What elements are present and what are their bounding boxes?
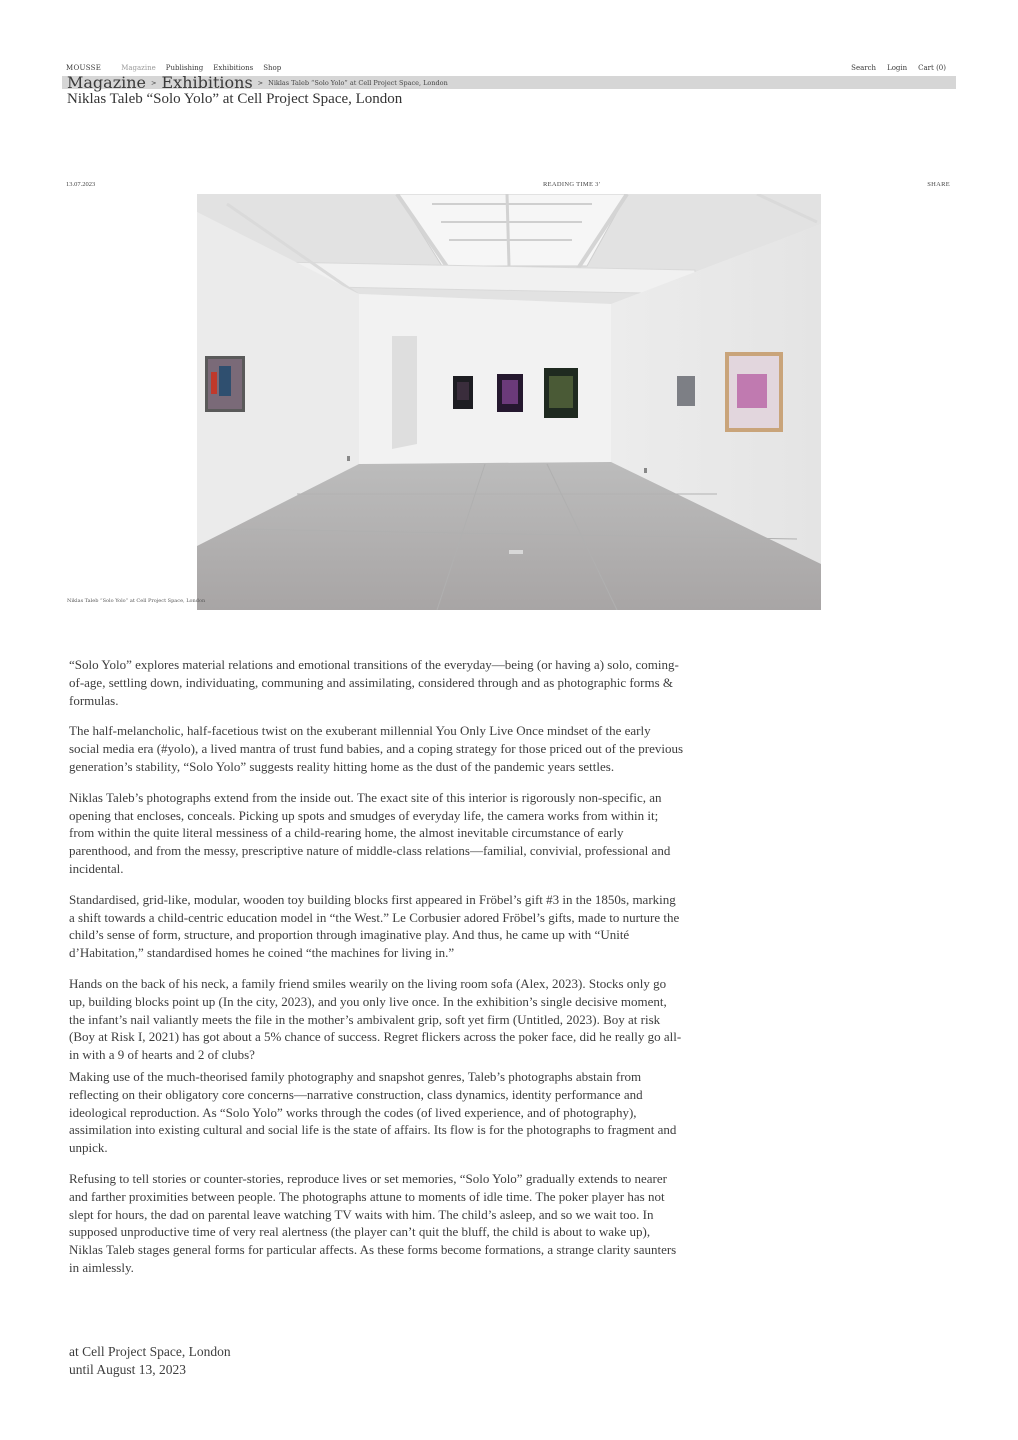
photo-caption: Niklas Taleb “Solo Yolo” at Cell Project Space, London [67,598,206,604]
utility-nav [840,64,946,72]
dates-line: until August 13, 2023 [69,1361,187,1377]
article-meta [66,181,950,190]
article-paragraph: Making use of the much-theorised family photography and snapshot genres, Taleb’s photographs abstain from reflecting on their obligatory core concerns—narrative construction, class dynamics, identity performance and ideological reproduction. As “Solo Yolo” works through the codes (of lived experience, and of photography), assimilation into existing cultural and social life is the state of affairs. Its flow is for the photographs to fragment and unpick. [69,1068,677,1156]
login-link[interactable]: Login [887,64,908,72]
breadcrumb-magazine[interactable]: Magazine [67,73,147,92]
breadcrumb-separator: > [151,78,157,87]
exhibition-info [69,1343,231,1378]
article-body [69,656,684,1290]
breadcrumb-separator: > [257,78,264,87]
venue-line: at Cell Project Space, London [69,1344,231,1359]
article-paragraph: “Solo Yolo” explores material relations and emotional transitions of the everyday—being (or having a) solo, coming-of-age, settling down, individuating, communing and assimilating, considered through and as photographic forms & formulas. [69,657,679,708]
article-paragraph: Hands on the back of his neck, a family friend smiles wearily on the living room sofa (Alex, 2023). Stocks only go up, building blocks point up (In the city, 2023), and you only live once. In the exhibition’s single decisive moment, the infant’s nail valiantly meets the file in the mother’s ambivalent grip, soft yet firm (Untitled, 2023). Boy at risk (Boy at Risk I, 2021) has got about a 5% chance of success. Regret flickers across the poker face, did he really go all-in with a 9 of hearts and 2 of clubs? [69,975,682,1063]
article-paragraph: Niklas Taleb’s photographs extend from the inside out. The exact site of this interior is rigorously non-specific, an opening that encloses, conceals. Picking up spots and smudges of everyday life, the camera works from within it; from within the quite literal messiness of a child-rearing home, the almost inevitable circumstance of early parenthood, and from the messy, prescriptive nature of middle-class relations—familial, convivial, professional and incidental. [69,789,671,876]
nav-link-magazine[interactable]: Magazine [121,64,156,72]
nav-link-exhibitions[interactable]: Exhibitions [213,64,254,72]
article-paragraph: Refusing to tell stories or counter-stories, reproduce lives or set memories, “Solo Yolo” gradually extends to nearer and farther proximities between people. The photographs attune to moments of idle time. The poker player has not slept for hours, the dad on parental leave watching TV waits with him. The child’s asleep, and so we wait too. In supposed unproductive time of very real alertness (the player can’t quit the bluff, the child is about to wake up), Niklas Taleb stages general forms for particular affects. As these forms become formations, a strange clarity saunters in aimlessly. [69,1170,677,1275]
brand-logo-link[interactable]: MOUSSE [66,64,102,72]
gallery-installation-image [197,194,821,610]
nav-link-shop[interactable]: Shop [263,64,282,72]
publish-date: 13.07.2023 [66,181,96,188]
exhibition-photo[interactable] [197,194,821,610]
search-link[interactable]: Search [851,64,877,72]
share-button[interactable]: SHARE [927,181,950,188]
breadcrumb-current: Niklas Taleb “Solo Yolo” at Cell Project Space, London [268,78,448,87]
primary-nav [66,64,291,72]
page-title: Niklas Taleb “Solo Yolo” at Cell Project Space, London [67,91,403,107]
nav-link-publishing[interactable]: Publishing [165,64,204,72]
breadcrumb [62,73,956,92]
article-paragraph: Standardised, grid-like, modular, wooden toy building blocks first appeared in Fröbel’s gift #3 in the 1850s, marking a shift towards a child-centric education model in “the West.” Le Corbusier adored Fröbel’s gifts, made to nurture the child’s sense of form, structure, and proportion through imaginative play. And thus, he came up with “Unité d’Habitation,” standardised homes he coined “the machines for living in.” [69,891,680,961]
reading-time: READING TIME 3' [543,181,601,188]
article-paragraph: The half-melancholic, half-facetious twist on the exuberant millennial You Only Live Once mindset of the early social media era (#yolo), a lived mantra of trust fund babies, and a coping strategy for those priced out of the previous generation’s stability, “Solo Yolo” suggests reality hitting home as the dust of the pandemic years settles. [69,723,684,774]
breadcrumb-exhibitions[interactable]: Exhibitions [161,73,253,92]
cart-link[interactable]: Cart (0) [918,64,946,72]
